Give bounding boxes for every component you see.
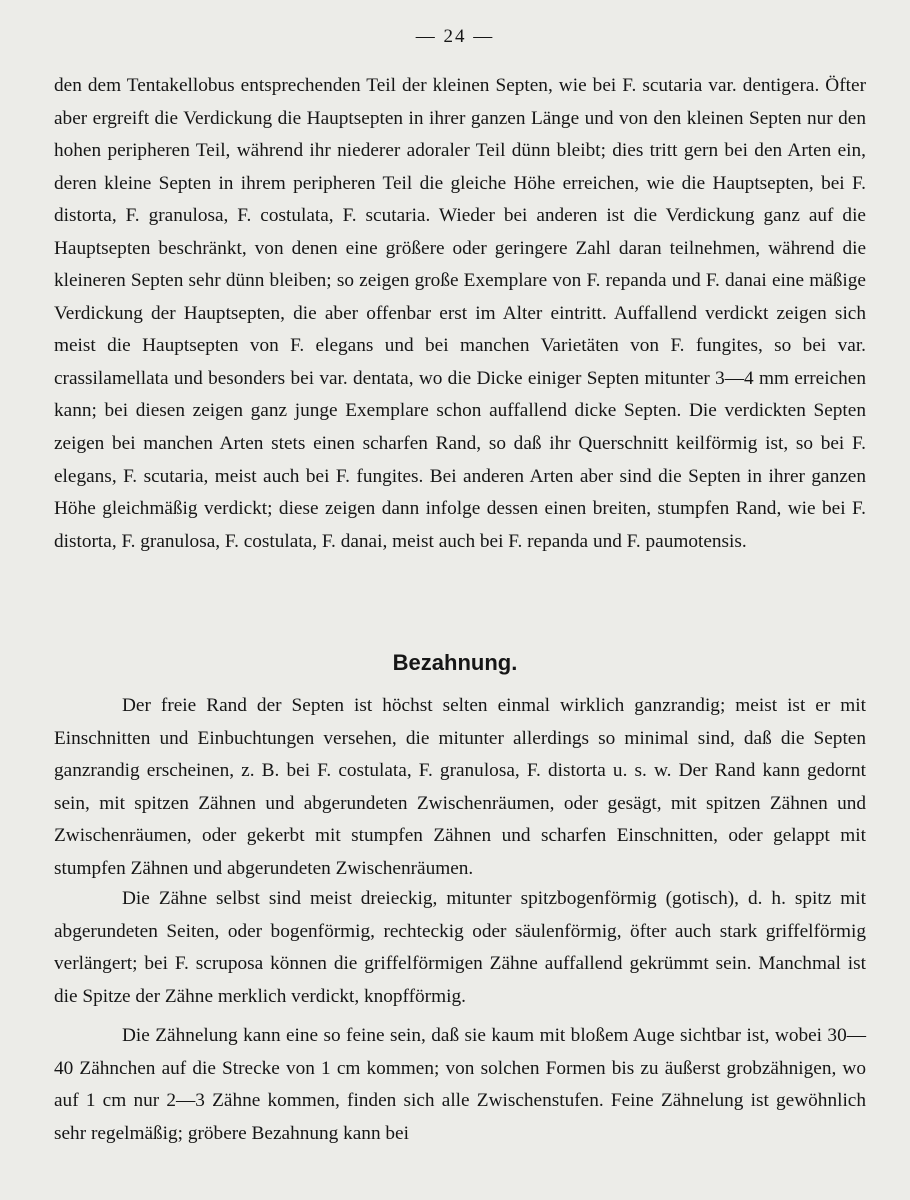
paragraph-zaehne: Die Zähne selbst sind meist dreieckig, mitunter spitzbogenförmig (gotisch), d. h. spitz mit abgerundeten Seiten, oder bogenförmig, rechteckig oder säulenförmig, öfter auch stark griffelförmig verlängert; bei F. scruposa können die griffelförmigen Zähne auffallend gekrümmt sein. Manchmal ist die Spitze der Zähne merklich verdickt, knopfförmig. [54, 888, 866, 1007]
paragraph-verdickung: den dem Tentakellobus entsprechenden Teil der kleinen Septen, wie bei F. scutaria var. dentigera. Öfter aber ergreift die Verdickung die Hauptsepten in ihrer ganzen Länge und von den kleinen Septen nur den hohen peripheren Teil, während ihr niederer adoraler Teil dünn bleibt; dies tritt gern bei den Arten ein, deren kleine Septen in ihrem peripheren Teil die gleiche Höhe erreichen, wie die Hauptsepten, bei F. distorta, F. granulosa, F. costulata, F. scutaria. Wieder bei anderen ist die Verdickung ganz auf die Hauptsepten beschränkt, von denen eine größere oder geringere Zahl daran teilnehmen, während die kleineren Septen sehr dünn bleiben; so zeigen große Exemplare von F. repanda und F. danai eine mäßige Verdickung der Hauptsepten, die aber offenbar erst im Alter eintritt. Auffallend verdickt zeigen sich meist die Hauptsepten von F. elegans und bei manchen Varietäten von F. fungites, so bei var. crassilamellata und besonders bei var. dentata, wo die Dicke einiger Septen mitunter 3—4 mm erreichen kann; bei diesen zeigen ganz junge Exemplare schon auffallend dicke Septen. Die verdickten Septen zeigen bei manchen Arten stets einen scharfen Rand, so daß ihr Querschnitt keilförmig ist, so bei F. elegans, F. scutaria, meist auch bei F. fungites. Bei anderen Arten aber sind die Septen in ihrer ganzen Höhe gleichmäßig verdickt; diese zeigen dann infolge dessen einen breiten, stumpfen Rand, wie bei F. distorta, F. granulosa, F. costulata, F. danai, meist auch bei F. repanda und F. paumotensis. [54, 75, 866, 552]
section-heading: Bezahnung. [392, 650, 518, 675]
paragraph-freier-rand: Der freie Rand der Septen ist höchst selten einmal wirklich ganzrandig; meist ist er mit Einschnitten und Einbuchtungen versehen, die mitunter allerdings so minimal sind, daß die Septen ganzrandig erscheinen, z. B. bei F. costulata, F. granulosa, F. distorta u. s. w. Der Rand kann gedornt sein, mit spitzen Zähnen und abgerundeten Zwischenräumen, oder gesägt, mit spitzen Zähnen und Zwischenräumen, oder gekerbt mit stumpfen Zähnen und scharfen Einschnitten, oder gelappt mit stumpfen Zähnen und abgerundeten Zwischenräumen. [54, 695, 866, 879]
page-number: — 24 — [415, 26, 495, 47]
paragraph-zaehnelung: Die Zähnelung kann eine so feine sein, daß sie kaum mit bloßem Auge sichtbar ist, wobei 30—40 Zähnchen auf die Strecke von 1 cm kommen; von solchen Formen bis zu äußerst grobzähnigen, wo auf 1 cm nur 2—3 Zähne kommen, finden sich alle Zwischenstufen. Feine Zähnelung ist gewöhnlich sehr regelmäßig; gröbere Bezahnung kann bei [54, 1025, 866, 1144]
